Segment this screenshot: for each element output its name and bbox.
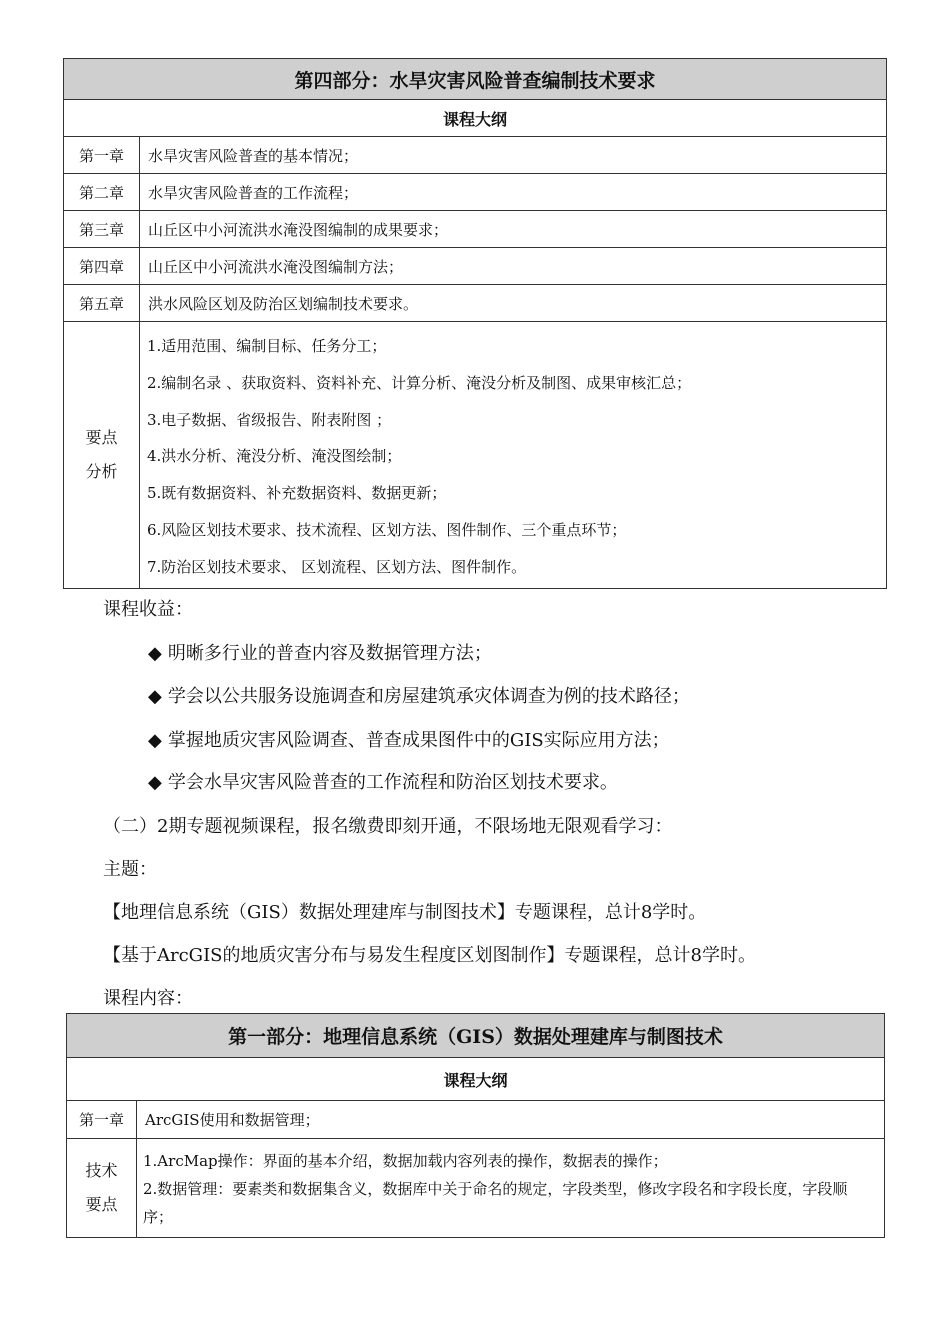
topic-item: 【基于ArcGIS的地质灾害分布与易发生程度区划图制作】专题课程，总计8学时。 — [103, 945, 756, 966]
content-label: 课程内容： — [103, 988, 193, 1009]
tech-label-line2: 要点 — [85, 1195, 118, 1214]
chapter-label: 第一章 — [67, 1101, 137, 1139]
list-item: 6.风险区划技术要求、技术流程、区划方法、图件制作、三个重点环节； — [147, 520, 627, 539]
table-row — [67, 1101, 885, 1139]
section1-title: 第一部分：地理信息系统（GIS）数据处理建库与制图技术 — [67, 1014, 885, 1058]
list-item: 3.电子数据、省级报告、附表附图 ； — [147, 410, 392, 429]
topic-label: 主题： — [103, 859, 157, 880]
table-row — [64, 322, 887, 589]
diamond-bullet-icon: ◆ — [148, 772, 162, 793]
list-item: 7.防治区划技术要求、 区划流程、区划方法、图件制作。 — [147, 557, 527, 576]
benefit-item — [148, 642, 492, 666]
benefits-heading: 课程收益： — [103, 599, 193, 620]
section4-outline-label: 课程大纲 — [64, 100, 887, 137]
benefit-item — [148, 685, 690, 709]
chapter-label: 第四章 — [64, 248, 140, 285]
benefit-text: 学会以公共服务设施调查和房屋建筑承灾体调查为例的技术路径； — [167, 686, 690, 707]
list-item: 1.ArcMap操作：界面的基本介绍，数据加载内容列表的操作，数据表的操作； — [143, 1152, 668, 1170]
benefit-text: 学会水旱灾害风险普查的工作流程和防治区划技术要求。 — [167, 772, 618, 793]
points-label-line1: 要点 — [85, 427, 118, 447]
chapter-content: 水旱灾害风险普查的基本情况； — [140, 137, 887, 174]
diamond-bullet-icon: ◆ — [148, 730, 162, 751]
chapter-content: 洪水风险区划及防治区划编制技术要求。 — [140, 285, 887, 322]
chapter-content: ArcGIS使用和数据管理； — [137, 1101, 885, 1139]
section4-title: 第四部分：水旱灾害风险普查编制技术要求 — [64, 59, 887, 100]
chapter-label: 第三章 — [64, 211, 140, 248]
list-item: 2.数据管理：要素类和数据集含义，数据库中关于命名的规定，字段类型，修改字段名和字段长度，字段顺序； — [143, 1180, 848, 1226]
list-item: 5.既有数据资料、补充数据资料、数据更新； — [147, 484, 447, 503]
points-label-line2: 分析 — [85, 461, 118, 481]
chapter-label: 第五章 — [64, 285, 140, 322]
diamond-bullet-icon: ◆ — [148, 686, 162, 707]
chapter-label: 第二章 — [64, 174, 140, 211]
list-item: 4.洪水分析、淹没分析、淹没图绘制； — [147, 447, 402, 466]
list-item: 1.适用范围、编制目标、任务分工； — [147, 337, 387, 355]
diamond-bullet-icon: ◆ — [148, 643, 162, 664]
topic-item: 【地理信息系统（GIS）数据处理建库与制图技术】专题课程，总计8学时。 — [103, 902, 707, 923]
section4-table — [63, 58, 887, 589]
tech-points-list — [137, 1139, 885, 1238]
section1-outline-label: 课程大纲 — [67, 1058, 885, 1101]
tech-label-line1: 技术 — [85, 1161, 118, 1180]
benefit-item — [148, 771, 618, 795]
chapter-content: 山丘区中小河流洪水淹没图编制的成果要求； — [140, 211, 887, 248]
video-intro: （二）2期专题视频课程，报名缴费即刻开通，不限场地无限观看学习： — [103, 816, 673, 837]
table-row — [64, 285, 887, 322]
table-row — [67, 1139, 885, 1238]
list-item: 2.编制名录 、获取资料、资料补充、计算分析、淹没分析及制图、成果审核汇总； — [147, 373, 692, 392]
table-row — [64, 174, 887, 211]
benefit-text: 明晰多行业的普查内容及数据管理方法； — [167, 643, 492, 664]
points-list — [140, 322, 887, 589]
chapter-content: 水旱灾害风险普查的工作流程； — [140, 174, 887, 211]
chapter-label: 第一章 — [64, 137, 140, 174]
table-row — [64, 211, 887, 248]
tech-label — [67, 1139, 137, 1238]
points-label — [64, 322, 140, 589]
chapter-content: 山丘区中小河流洪水淹没图编制方法； — [140, 248, 887, 285]
section1-table — [66, 1013, 885, 1238]
benefit-text: 掌握地质灾害风险调查、普查成果图件中的GIS实际应用方法； — [167, 730, 670, 751]
table-row — [64, 248, 887, 285]
table-row — [64, 137, 887, 174]
benefit-item — [148, 729, 670, 753]
